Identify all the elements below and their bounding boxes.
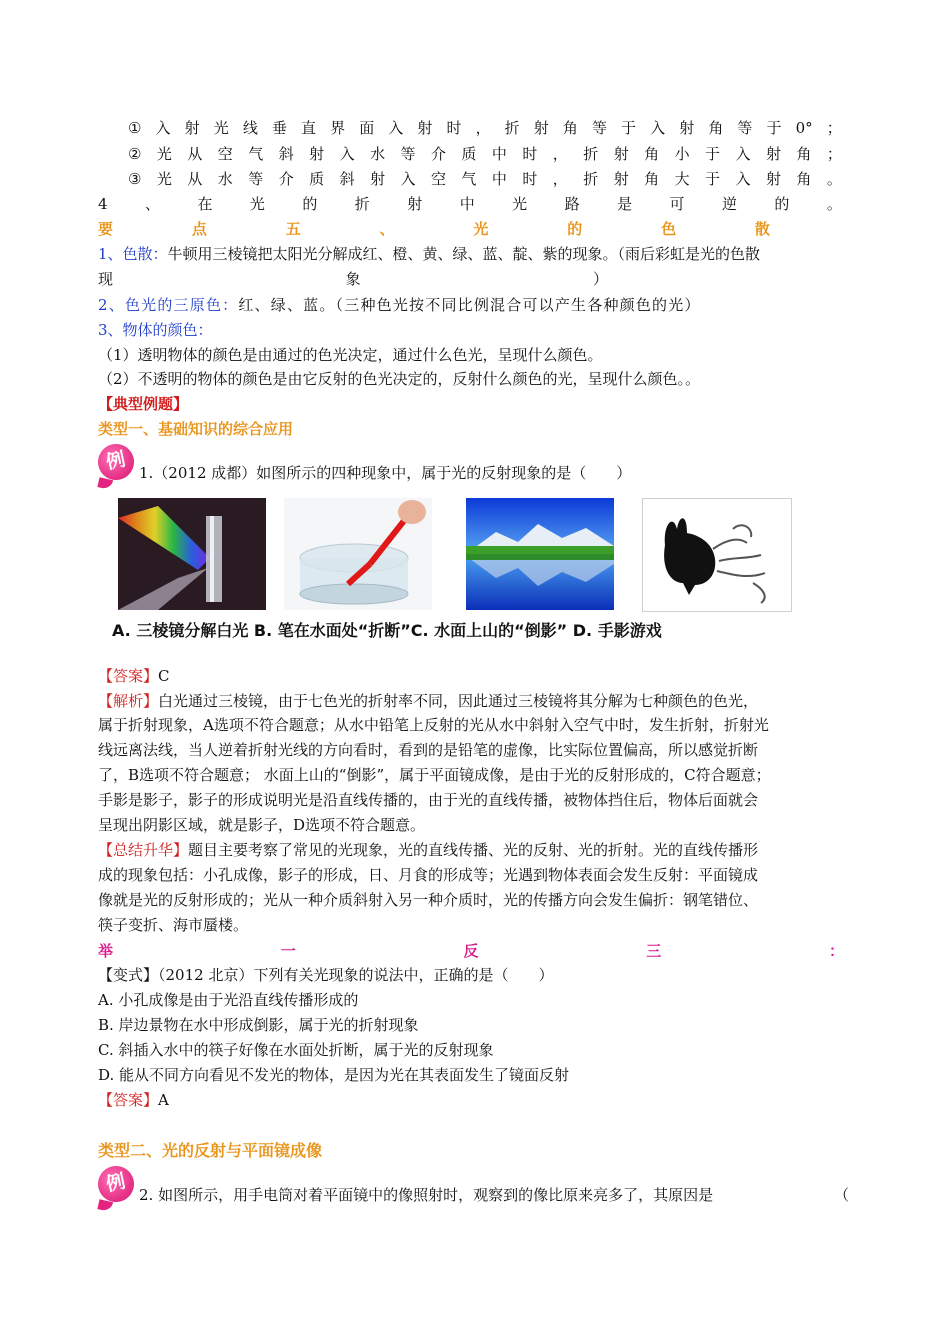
object-color-item-1: （1）透明物体的颜色是由通过的色光决定，通过什么色光，呈现什么颜色。 <box>98 346 603 364</box>
object-color-item-2: （2）不透明的物体的颜色是由它反射的色光决定的，反射什么颜色的光，呈现什么颜色。。 <box>98 370 701 388</box>
section-heading-char: 色 <box>661 220 677 238</box>
prism-image <box>118 498 266 610</box>
analysis-label: 【解析】 <box>98 692 159 710</box>
rule-1-char: 界 <box>330 119 346 137</box>
rule-1-char: ， <box>475 119 491 137</box>
section-heading-char: 、 <box>379 220 395 238</box>
practice-heading-char: 举 <box>98 942 114 960</box>
rule-1-char: 角 <box>708 119 724 137</box>
rule-1-char: 入 <box>155 119 171 137</box>
summary-line-2: 成的现象包括：小孔成像，影子的形成，日、月食的形成等；光遇到物体表面会发生反射：平面镜成 <box>98 866 759 884</box>
rule-4-char: 在 <box>197 195 213 213</box>
rule-2-char: 角 <box>644 145 660 163</box>
rule-4-char: 的 <box>774 195 790 213</box>
rule-1-char: 光 <box>213 119 229 137</box>
rule-2-char: 斜 <box>278 145 294 163</box>
practice-heading-char: ： <box>828 942 844 960</box>
rule-1-char: 射 <box>417 119 433 137</box>
analysis-line-4: 了，B选项不符合题意； 水面上山的“倒影”，属于平面镜成像，是由于光的反射形成的，C符合题意； <box>98 766 771 784</box>
rule-3-char: 光 <box>156 170 172 188</box>
summary-label: 【总结升华】 <box>98 841 189 859</box>
variant-option-d: D. 能从不同方向看见不发光的物体，是因为光在其表面发生了镜面反射 <box>98 1066 570 1084</box>
rule-2-char: ② <box>128 145 142 163</box>
rule-3-char: 从 <box>187 170 203 188</box>
rule-3-char: 空 <box>430 170 446 188</box>
rule-3-char: 。 <box>826 170 842 188</box>
example-badge-2: 例 <box>95 1163 138 1206</box>
summary-line-3: 像就是光的反射形成的；光从一种介质斜射入另一种介质时，光的传播方向会发生偏折：钢笔错位、 <box>98 891 759 909</box>
rule-3-char: 入 <box>735 170 751 188</box>
rule-2-char: 等 <box>400 145 416 163</box>
rule-3-char: 水 <box>217 170 233 188</box>
rule-1-char: 等 <box>737 119 753 137</box>
question-2-paren: （ <box>834 1186 850 1204</box>
object-color-label: 3、物体的颜色： <box>98 321 213 339</box>
dispersion-cont-char: 象 <box>345 270 361 288</box>
rule-3-char: 介 <box>278 170 294 188</box>
section-heading-char: 五 <box>285 220 301 238</box>
dispersion-cont-char: 现 <box>98 270 114 288</box>
rule-3-char: 大 <box>674 170 690 188</box>
answer-label: 【答案】 <box>98 667 159 685</box>
analysis-text: 白光通过三棱镜，由于七色光的折射率不同，因此通过三棱镜将其分解为七种颜色的色光， <box>158 692 759 710</box>
rule-3-char: 折 <box>583 170 599 188</box>
rule-1-char: 直 <box>301 119 317 137</box>
answer-1 <box>98 665 850 687</box>
practice-heading-char: 三 <box>646 942 662 960</box>
hand-shadow-image <box>642 498 792 612</box>
section-heading-char: 的 <box>567 220 583 238</box>
primary-label: 2、色光的三原色： <box>98 296 239 314</box>
practice-heading <box>98 940 844 962</box>
rule-4-char: 。 <box>826 195 842 213</box>
rule-4 <box>98 193 842 215</box>
pencil-water-image <box>284 498 432 610</box>
rule-2-char: 光 <box>156 145 172 163</box>
rule-3-char: 斜 <box>339 170 355 188</box>
rule-3-char: ③ <box>128 170 142 188</box>
type1-heading: 类型一、基础知识的综合应用 <box>98 420 294 438</box>
primary-text: 红、绿、蓝。（三种色光按不同比例混合可以产生各种颜色的光） <box>238 296 701 314</box>
rule-4-char: 光 <box>249 195 265 213</box>
examples-heading <box>98 393 850 415</box>
rule-2-char: 入 <box>339 145 355 163</box>
example-badge-1: 例 <box>95 441 138 484</box>
rule-3-char: 质 <box>309 170 325 188</box>
analysis-line-6: 呈现出阴影区域，就是影子，D选项不符合题意。 <box>98 816 426 834</box>
rule-3-char: 气 <box>461 170 477 188</box>
analysis-line-3: 线远离法线，当人逆着折射光线的方向看时，看到的是铅笔的虚像，比实际位置偏高，所以感觉折断 <box>98 741 759 759</box>
rule-2-char: 于 <box>705 145 721 163</box>
rule-3-char: 时 <box>522 170 538 188</box>
dispersion-text: 牛顿用三棱镜把太阳光分解成红、橙、黄、绿、蓝、靛、紫的现象。（雨后彩虹是光的色散 <box>167 245 761 263</box>
rule-2-char: 折 <box>583 145 599 163</box>
rule-4-char: 中 <box>459 195 475 213</box>
examples-heading-text: 【典型例题】 <box>98 395 189 413</box>
practice-heading-char: 一 <box>280 942 296 960</box>
variant-answer-value: A <box>158 1091 169 1109</box>
rule-2-char: 小 <box>674 145 690 163</box>
rule-1-char: 折 <box>504 119 520 137</box>
rule-2-char: 空 <box>217 145 233 163</box>
rule-3-char: 射 <box>370 170 386 188</box>
rule-1-char: 面 <box>359 119 375 137</box>
section-heading-char: 点 <box>191 220 207 238</box>
rule-3-char: 射 <box>613 170 629 188</box>
rule-3-char: 中 <box>491 170 507 188</box>
variant-option-c: C. 斜插入水中的筷子好像在水面处折断，属于光的反射现象 <box>98 1041 494 1059</box>
rule-3-char: 射 <box>765 170 781 188</box>
rule-2-char: 入 <box>735 145 751 163</box>
dispersion-cont <box>98 268 608 290</box>
rule-2-char: 时 <box>522 145 538 163</box>
rule-1-char: 0° <box>795 119 813 137</box>
rule-2-char: 从 <box>187 145 203 163</box>
rule-3-char: 角 <box>796 170 812 188</box>
rule-1-char: 入 <box>388 119 404 137</box>
variant-question: 【变式】（2012 北京）下列有关光现象的说法中，正确的是（ ） <box>98 966 554 984</box>
rule-4-char: 是 <box>617 195 633 213</box>
rule-1-char: 于 <box>766 119 782 137</box>
summary-line-1 <box>98 839 850 861</box>
rule-3-char: 等 <box>248 170 264 188</box>
rule-4-char: 、 <box>144 195 160 213</box>
dispersion-line <box>98 243 850 265</box>
rule-4-char: 的 <box>302 195 318 213</box>
rule-1-char: 射 <box>679 119 695 137</box>
section-heading-dispersion <box>98 218 770 240</box>
mountain-reflection-image <box>466 498 614 610</box>
rule-2 <box>128 143 842 165</box>
rule-4-char: 可 <box>669 195 685 213</box>
rule-1-char: 垂 <box>271 119 287 137</box>
rule-3-char: ， <box>552 170 568 188</box>
rule-2-char: 射 <box>309 145 325 163</box>
section-heading-char: 散 <box>754 220 770 238</box>
rule-1 <box>128 117 842 139</box>
rule-2-char: 射 <box>765 145 781 163</box>
question-1-caption: A. 三棱镜分解白光 B. 笔在水面处“折断”C. 水面上山的“倒影” D. 手影游戏 <box>112 621 662 640</box>
rule-1-char: ； <box>826 119 842 137</box>
type2-heading: 类型二、光的反射与平面镜成像 <box>98 1141 323 1160</box>
rule-4-char: 射 <box>407 195 423 213</box>
rule-2-char: 气 <box>248 145 264 163</box>
rule-1-char: ① <box>128 119 142 137</box>
variant-answer <box>98 1089 850 1111</box>
rule-1-char: 等 <box>591 119 607 137</box>
rule-1-char: 射 <box>533 119 549 137</box>
rule-1-char: 线 <box>242 119 258 137</box>
question-2: 2. 如图所示，用手电筒对着平面镜中的像照射时，观察到的像比原来亮多了，其原因是 <box>139 1186 714 1204</box>
dispersion-cont-char: ） <box>592 270 608 288</box>
rule-2-char: 中 <box>491 145 507 163</box>
rule-3 <box>128 168 842 190</box>
summary-text: 题目主要考察了常见的光现象，光的直线传播、光的反射、光的折射。光的直线传播形 <box>188 841 759 859</box>
rule-3-char: 入 <box>400 170 416 188</box>
variant-answer-label: 【答案】 <box>98 1091 159 1109</box>
rule-4-char: 光 <box>512 195 528 213</box>
rule-2-char: 介 <box>430 145 446 163</box>
section-heading-char: 光 <box>473 220 489 238</box>
rule-1-char: 角 <box>562 119 578 137</box>
rule-2-char: ， <box>552 145 568 163</box>
answer-value: C <box>158 667 170 685</box>
rule-2-char: 质 <box>461 145 477 163</box>
rule-2-char: ； <box>826 145 842 163</box>
rule-4-char: 折 <box>354 195 370 213</box>
rule-3-char: 角 <box>644 170 660 188</box>
rule-4-char: 路 <box>564 195 580 213</box>
rule-1-char: 入 <box>650 119 666 137</box>
analysis-line-2: 属于折射现象，A选项不符合题意；从水中铅笔上反射的光从水中斜射入空气中时，发生折射，折射光 <box>98 716 769 734</box>
rule-1-char: 于 <box>621 119 637 137</box>
rule-3-char: 于 <box>705 170 721 188</box>
analysis-line-5: 手影是影子，影子的形成说明光是沿直线传播的，由于光的直线传播，被物体挡住后，物体后面就会 <box>98 791 759 809</box>
dispersion-label: 1、色散： <box>98 245 168 263</box>
rule-2-char: 角 <box>796 145 812 163</box>
rule-4-char: 4 <box>98 195 108 213</box>
rule-1-char: 时 <box>446 119 462 137</box>
question-1: 1.（2012 成都）如图所示的四种现象中，属于光的反射现象的是（ ） <box>139 464 632 482</box>
summary-line-4: 筷子变折、海市蜃楼。 <box>98 916 249 934</box>
primary-colors-line <box>98 294 850 316</box>
variant-option-b: B. 岸边景物在水中形成倒影，属于光的折射现象 <box>98 1016 419 1034</box>
variant-option-a: A. 小孔成像是由于光沿直线传播形成的 <box>98 991 359 1009</box>
rule-2-char: 射 <box>613 145 629 163</box>
section-heading-char: 要 <box>98 220 114 238</box>
rule-4-char: 逆 <box>721 195 737 213</box>
rule-2-char: 水 <box>370 145 386 163</box>
analysis-line-1 <box>98 690 850 712</box>
practice-heading-char: 反 <box>463 942 479 960</box>
rule-1-char: 射 <box>184 119 200 137</box>
